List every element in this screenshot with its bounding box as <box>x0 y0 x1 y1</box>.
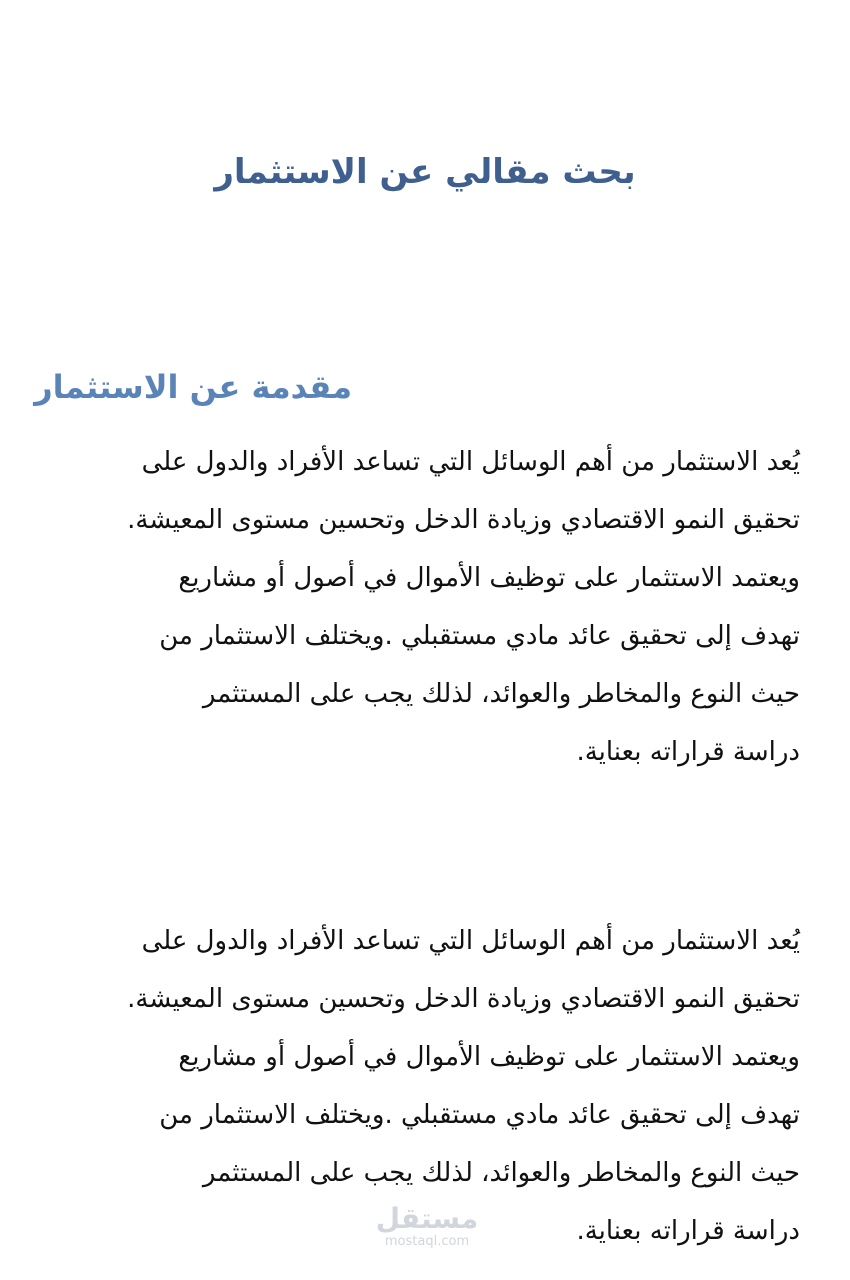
paragraph-1-line: تحقيق النمو الاقتصادي وزيادة الدخل وتحسين مستوى المعيشة. <box>127 505 800 535</box>
mostaql-watermark <box>372 1203 482 1249</box>
paragraph-2-line: حيث النوع والمخاطر والعوائد، لذلك يجب على المستثمر <box>202 1158 800 1188</box>
paragraph-1-line: حيث النوع والمخاطر والعوائد، لذلك يجب على المستثمر <box>202 679 800 709</box>
paragraph-1-line: دراسة قراراته بعناية. <box>576 737 800 767</box>
paragraph-2-line: دراسة قراراته بعناية. <box>576 1216 800 1246</box>
document-title: بحث مقالي عن الاستثمار <box>214 152 636 192</box>
paragraph-1-line: ويعتمد الاستثمار على توظيف الأموال في أصول أو مشاريع <box>178 563 800 593</box>
section-heading: مقدمة عن الاستثمار <box>34 368 352 406</box>
watermark-logo-text: مستقل <box>375 1202 479 1235</box>
paragraph-2-line: ويعتمد الاستثمار على توظيف الأموال في أصول أو مشاريع <box>178 1042 800 1072</box>
paragraph-2-line: تهدف إلى تحقيق عائد مادي مستقبلي .ويختلف الاستثمار من <box>159 1100 800 1130</box>
paragraph-2-line: يُعد الاستثمار من أهم الوسائل التي تساعد الأفراد والدول على <box>141 926 800 956</box>
paragraph-1-line: يُعد الاستثمار من أهم الوسائل التي تساعد الأفراد والدول على <box>141 447 800 477</box>
paragraph-1-line: تهدف إلى تحقيق عائد مادي مستقبلي .ويختلف الاستثمار من <box>159 621 800 651</box>
watermark-site-text: mostaql.com <box>384 1234 470 1249</box>
paragraph-1 <box>30 433 800 781</box>
paragraph-2-line: تحقيق النمو الاقتصادي وزيادة الدخل وتحسين مستوى المعيشة. <box>127 984 800 1014</box>
